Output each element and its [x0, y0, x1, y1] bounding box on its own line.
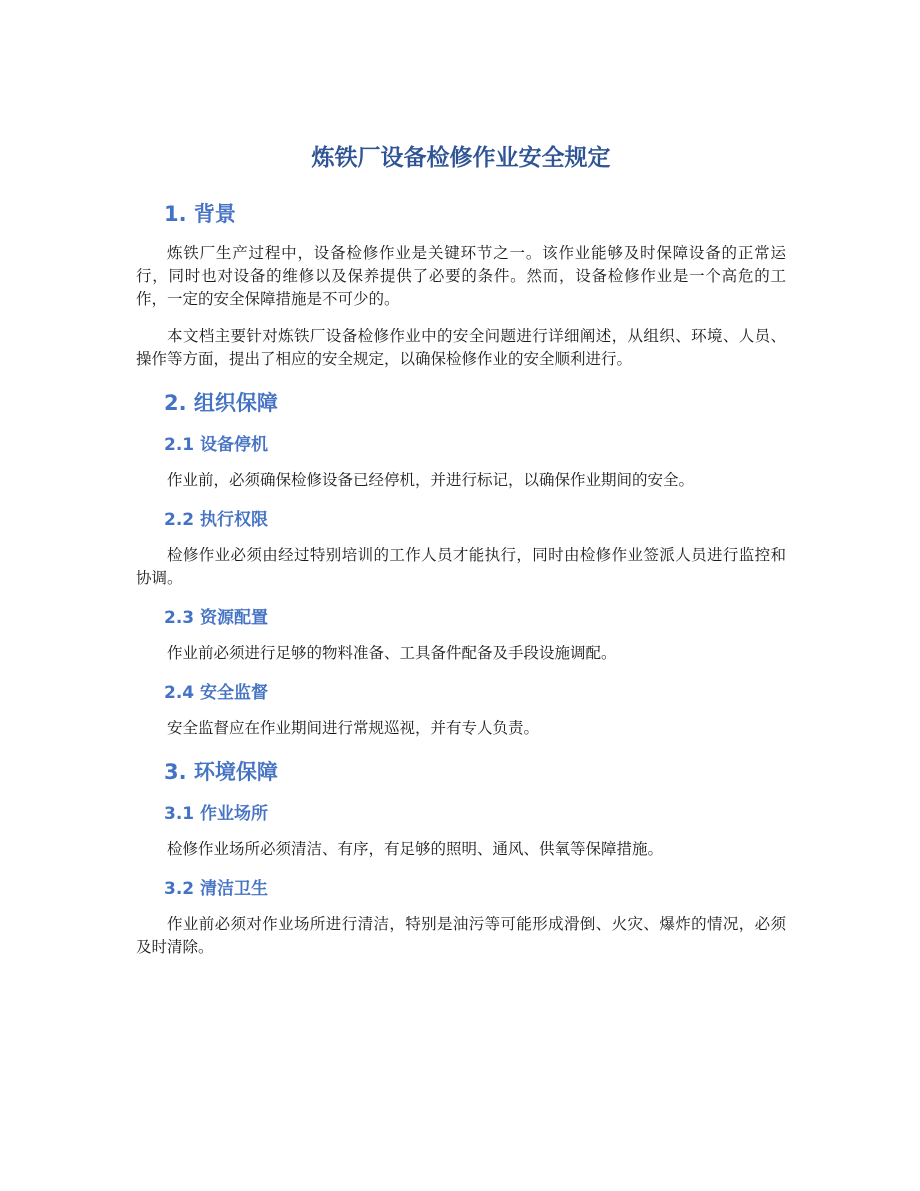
paragraph: 作业前，必须确保检修设备已经停机，并进行标记，以确保作业期间的安全。 — [167, 471, 695, 489]
section-heading: 3. 环境保障 — [164, 760, 278, 784]
section-heading: 1. 背景 — [164, 202, 236, 226]
paragraph: 作业前必须进行足够的物料准备、工具备件配备及手段设施调配。 — [167, 644, 617, 662]
subsection-heading: 2.4 安全监督 — [164, 683, 269, 703]
paragraph: 检修作业场所必须清洁、有序，有足够的照明、通风、供氧等保障措施。 — [167, 840, 664, 858]
section-organization — [136, 387, 786, 740]
subsection-heading: 2.2 执行权限 — [164, 510, 269, 530]
section-environment — [136, 756, 786, 959]
subsection-heading: 3.1 作业场所 — [164, 804, 269, 824]
section-heading: 2. 组织保障 — [164, 391, 278, 415]
paragraph: 检修作业必须由经过特别培训的工作人员才能执行，同时由检修作业签派人员进行监控和协调。 — [136, 546, 786, 587]
paragraph: 本文档主要针对炼铁厂设备检修作业中的安全问题进行详细阐述，从组织、环境、人员、操作等方面，提出了相应的安全规定，以确保检修作业的安全顺利进行。 — [136, 327, 786, 368]
section-background — [136, 198, 786, 371]
paragraph: 炼铁厂生产过程中，设备检修作业是关键环节之一。该作业能够及时保障设备的正常运行，同时也对设备的维修以及保养提供了必要的条件。然而，设备检修作业是一个高危的工作，一定的安全保障措施是不可少的。 — [136, 244, 786, 308]
subsection-heading: 2.1 设备停机 — [164, 435, 269, 455]
subsection-heading: 2.3 资源配置 — [164, 608, 269, 628]
subsection-heading: 3.2 清洁卫生 — [164, 879, 269, 899]
document-body — [136, 138, 786, 973]
paragraph: 作业前必须对作业场所进行清洁，特别是油污等可能形成滑倒、火灾、爆炸的情况，必须及时清除。 — [136, 915, 786, 956]
paragraph: 安全监督应在作业期间进行常规巡视，并有专人负责。 — [167, 719, 540, 737]
document-title: 炼铁厂设备检修作业安全规定 — [311, 145, 611, 171]
